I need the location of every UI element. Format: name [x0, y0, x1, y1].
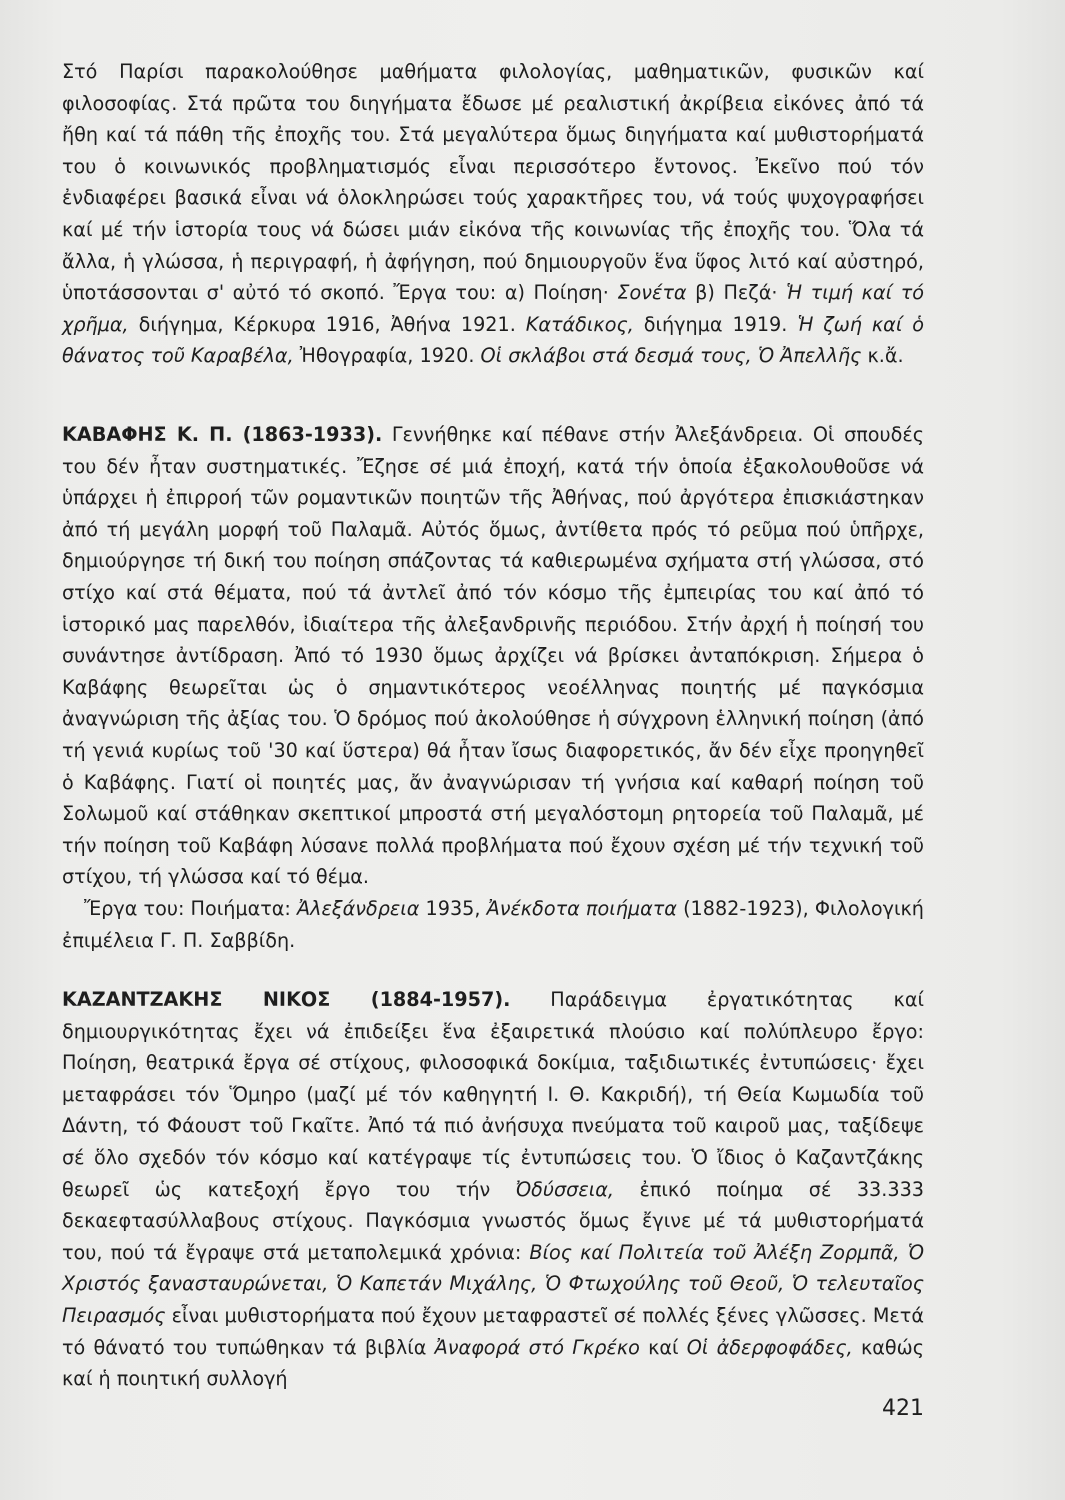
entry-heading: ΚΑΒΑΦΗΣ Κ. Π. (1863-1933). [62, 423, 383, 446]
work-title: Ἀλεξάνδρεια [297, 896, 420, 920]
work-title: Κατάδικος, [525, 312, 634, 336]
work-title: Ἡ ζωή καί ὁ θάνατος τοῦ Καραβέλα, [62, 312, 924, 368]
cavafy-biography: ΚΑΒΑΦΗΣ Κ. Π. (1863-1933). Γεννήθηκε καί πέθανε στήν Ἀλεξάνδρεια. Οἱ σπουδές του δέν ἦταν συστηματικές. Ἔζησε σέ μιά ἐποχή, κατά τήν ὁποία ἐξακολουθοῦσε νά ὑπάρχει ἡ ἐπιρροή τῶν ρομαντικῶν ποιητῶν τῆς Ἀθήνας, πού ἀργότερα ἐπισκιάστηκαν ἀπό τή μεγάλη μορφή τοῦ Παλαμᾶ. Αὐτός ὅμως, ἀντίθετα πρός τό ρεῦμα πού ὑπῆρχε, δημιούργησε τή δική του ποίηση σπάζοντας τά καθιερωμένα σχήματα στή γλώσσα, στό στίχο καί στά θέματα, πού τά ἀντλεῖ ἀπό τόν κόσμο τῆς ἐμπειρίας του καί ἀπό τό ἱστορικό μας παρελθόν, ἰδιαίτερα τῆς ἀλεξανδρινῆς περιόδου. Στήν ἀρχή ἡ ποίησή του συνάντησε ἀντίδραση. Ἀπό τό 1930 ὅμως ἀρχίζει νά βρίσκει ἀνταπόκριση. Σήμερα ὁ Καβάφης θεωρεῖται ὡς ὁ σημαντικότερος νεοέλληνας ποιητής μέ παγκόσμια ἀναγνώριση τῆς ἀξίας του. Ὁ δρόμος πού ἀκολούθησε ἡ σύγχρονη ἑλληνική ποίηση (ἀπό τή γενιά κυρίως τοῦ '30 καί ὕστερα) θά ἦταν ἴσως διαφορετικός, ἄν δέν εἶχε προηγηθεῖ ὁ Καβάφης. Γιατί οἱ ποιητές μας, ἄν ἀναγνώρισαν τή γνήσια καί καθαρή ποίηση τοῦ Σολωμοῦ καί στάθηκαν σκεπτικοί μπροστά στή μεγαλόστομη ρητορεία τοῦ Παλαμᾶ, μέ τήν ποίηση τοῦ Καβάφη λύσανε πολλά προβλήματα πού ἔχουν σχέση μέ τήν τεχνική τοῦ στίχου, τή γλώσσα καί τό θέμα. [62, 423, 924, 889]
kazantzakis-entry [62, 984, 924, 1395]
work-title: Ἀναφορά στό Γκρέκο [434, 1335, 640, 1359]
cavafy-works: Ἔργα του: Ποιήματα: Ἀλεξάνδρεια 1935, Ἀνέκδοτα ποιήματα (1882-1923), Φιλολογική ἐπιμέλεια Γ. Π. Σαββίδη. [62, 896, 924, 952]
intro-text: Στό Παρίσι παρακολούθησε μαθήματα φιλολογίας, μαθηματικῶν, φυσικῶν καί φιλοσοφίας. Στά πρῶτα του διηγήματα ἔδωσε μέ ρεαλιστική ἀκρίβεια εἰκόνες ἀπό τά ἤθη καί τά πάθη τῆς ἐποχῆς του. Στά μεγαλύτερα ὅμως διηγήματα καί μυθιστορήματά του ὁ κοινωνικός προβληματισμός εἶναι περισσότερο ἔντονος. Ἐκεῖνο πού τόν ἐνδιαφέρει βασικά εἶναι νά ὁλοκληρώσει τούς χαρακτῆρες του, νά τούς ψυχογραφήσει καί μέ τήν ἱστορία τους νά δώσει μιάν εἰκόνα τῆς κοινωνίας τῆς ἐποχῆς του. Ὅλα τά ἄλλα, ἡ γλώσσα, ἡ περιγραφή, ἡ ἀφήγηση, πού δημιουργοῦν ἕνα ὕφος λιτό καί αὐστηρό, ὑποτάσσονται σ' αὐτό τό σκοπό. Ἔργα του: α) Ποίηση· Σονέτα β) Πεζά· Ἡ τιμή καί τό χρῆμα, διήγημα, Κέρκυρα 1916, Ἀθήνα 1921. Κατάδικος, διήγημα 1919. Ἡ ζωή καί ὁ θάνατος τοῦ Καραβέλα, Ἠθογραφία, 1920. Οἱ σκλάβοι στά δεσμά τους, Ὁ Ἀπελλῆς κ.ἄ. [62, 60, 924, 368]
work-title: Οἱ σκλάβοι στά δεσμά τους, Ὁ Ἀπελλῆς [480, 344, 862, 368]
work-title: Βίος καί Πολιτεία τοῦ Ἀλέξη Ζορμπᾶ, Ὁ Χριστός ξανασταυρώνεται, Ὁ Καπετάν Μιχάλης, Ὁ Φτωχούλης τοῦ Θεοῦ, Ὁ τελευταῖος Πειρασμός [62, 1240, 924, 1327]
cavafy-entry [62, 419, 924, 956]
kazantzakis-biography: ΚΑΖΑΝΤΖΑΚΗΣ ΝΙΚΟΣ (1884-1957). Παράδειγμα ἐργατικότητας καί δημιουργικότητας ἔχει νά ἐπιδείξει ἕνα ἐξαιρετικά πλούσιο καί πολύπλευρο ἔργο: Ποίηση, θεατρικά ἔργα σέ στίχους, φιλοσοφικά δοκίμια, ταξιδιωτικές ἐντυπώσεις· ἔχει μεταφράσει τόν Ὅμηρο (μαζί μέ τόν καθηγητή Ι. Θ. Κακριδή), τή Θεία Κωμωδία τοῦ Δάντη, τό Φάουστ τοῦ Γκαῖτε. Ἀπό τά πιό ἀνήσυχα πνεύματα τοῦ καιροῦ μας, ταξίδεψε σέ ὅλο σχεδόν τόν κόσμο καί κατέγραψε τίς ἐντυπώσεις του. Ὁ ἴδιος ὁ Καζαντζάκης θεωρεῖ ὡς κατεξοχή ἔργο του τήν Ὀδύσσεια, ἐπικό ποίημα σέ 33.333 δεκαεφτασύλλαβους στίχους. Παγκόσμια γνωστός ὅμως ἔγινε μέ τά μυθιστορήματά του, πού τά ἔγραψε στά μεταπολεμικά χρόνια: Βίος καί Πολιτεία τοῦ Ἀλέξη Ζορμπᾶ, Ὁ Χριστός ξανασταυρώνεται, Ὁ Καπετάν Μιχάλης, Ὁ Φτωχούλης τοῦ Θεοῦ, Ὁ τελευταῖος Πειρασμός εἶναι μυθιστορήματα πού ἔχουν μεταφραστεῖ σέ πολλές ξένες γλῶσσες. Μετά τό θάνατό του τυπώθηκαν τά βιβλία Ἀναφορά στό Γκρέκο καί Οἱ ἀδερφοφάδες, καθώς καί ἡ ποιητική συλλογή [62, 988, 924, 1391]
work-title: Ἀνέκδοτα ποιήματα [486, 896, 677, 920]
work-title: Οἱ ἀδερφοφάδες, [686, 1335, 853, 1359]
work-title: Ἡ τιμή καί τό χρῆμα, [62, 281, 924, 336]
page-number: 421 [882, 1396, 924, 1421]
entry-heading: ΚΑΖΑΝΤΖΑΚΗΣ ΝΙΚΟΣ (1884-1957). [62, 988, 511, 1011]
work-title: Ὀδύσσεια, [515, 1177, 614, 1201]
intro-paragraph [62, 56, 924, 372]
work-title: Σονέτα [617, 281, 687, 305]
